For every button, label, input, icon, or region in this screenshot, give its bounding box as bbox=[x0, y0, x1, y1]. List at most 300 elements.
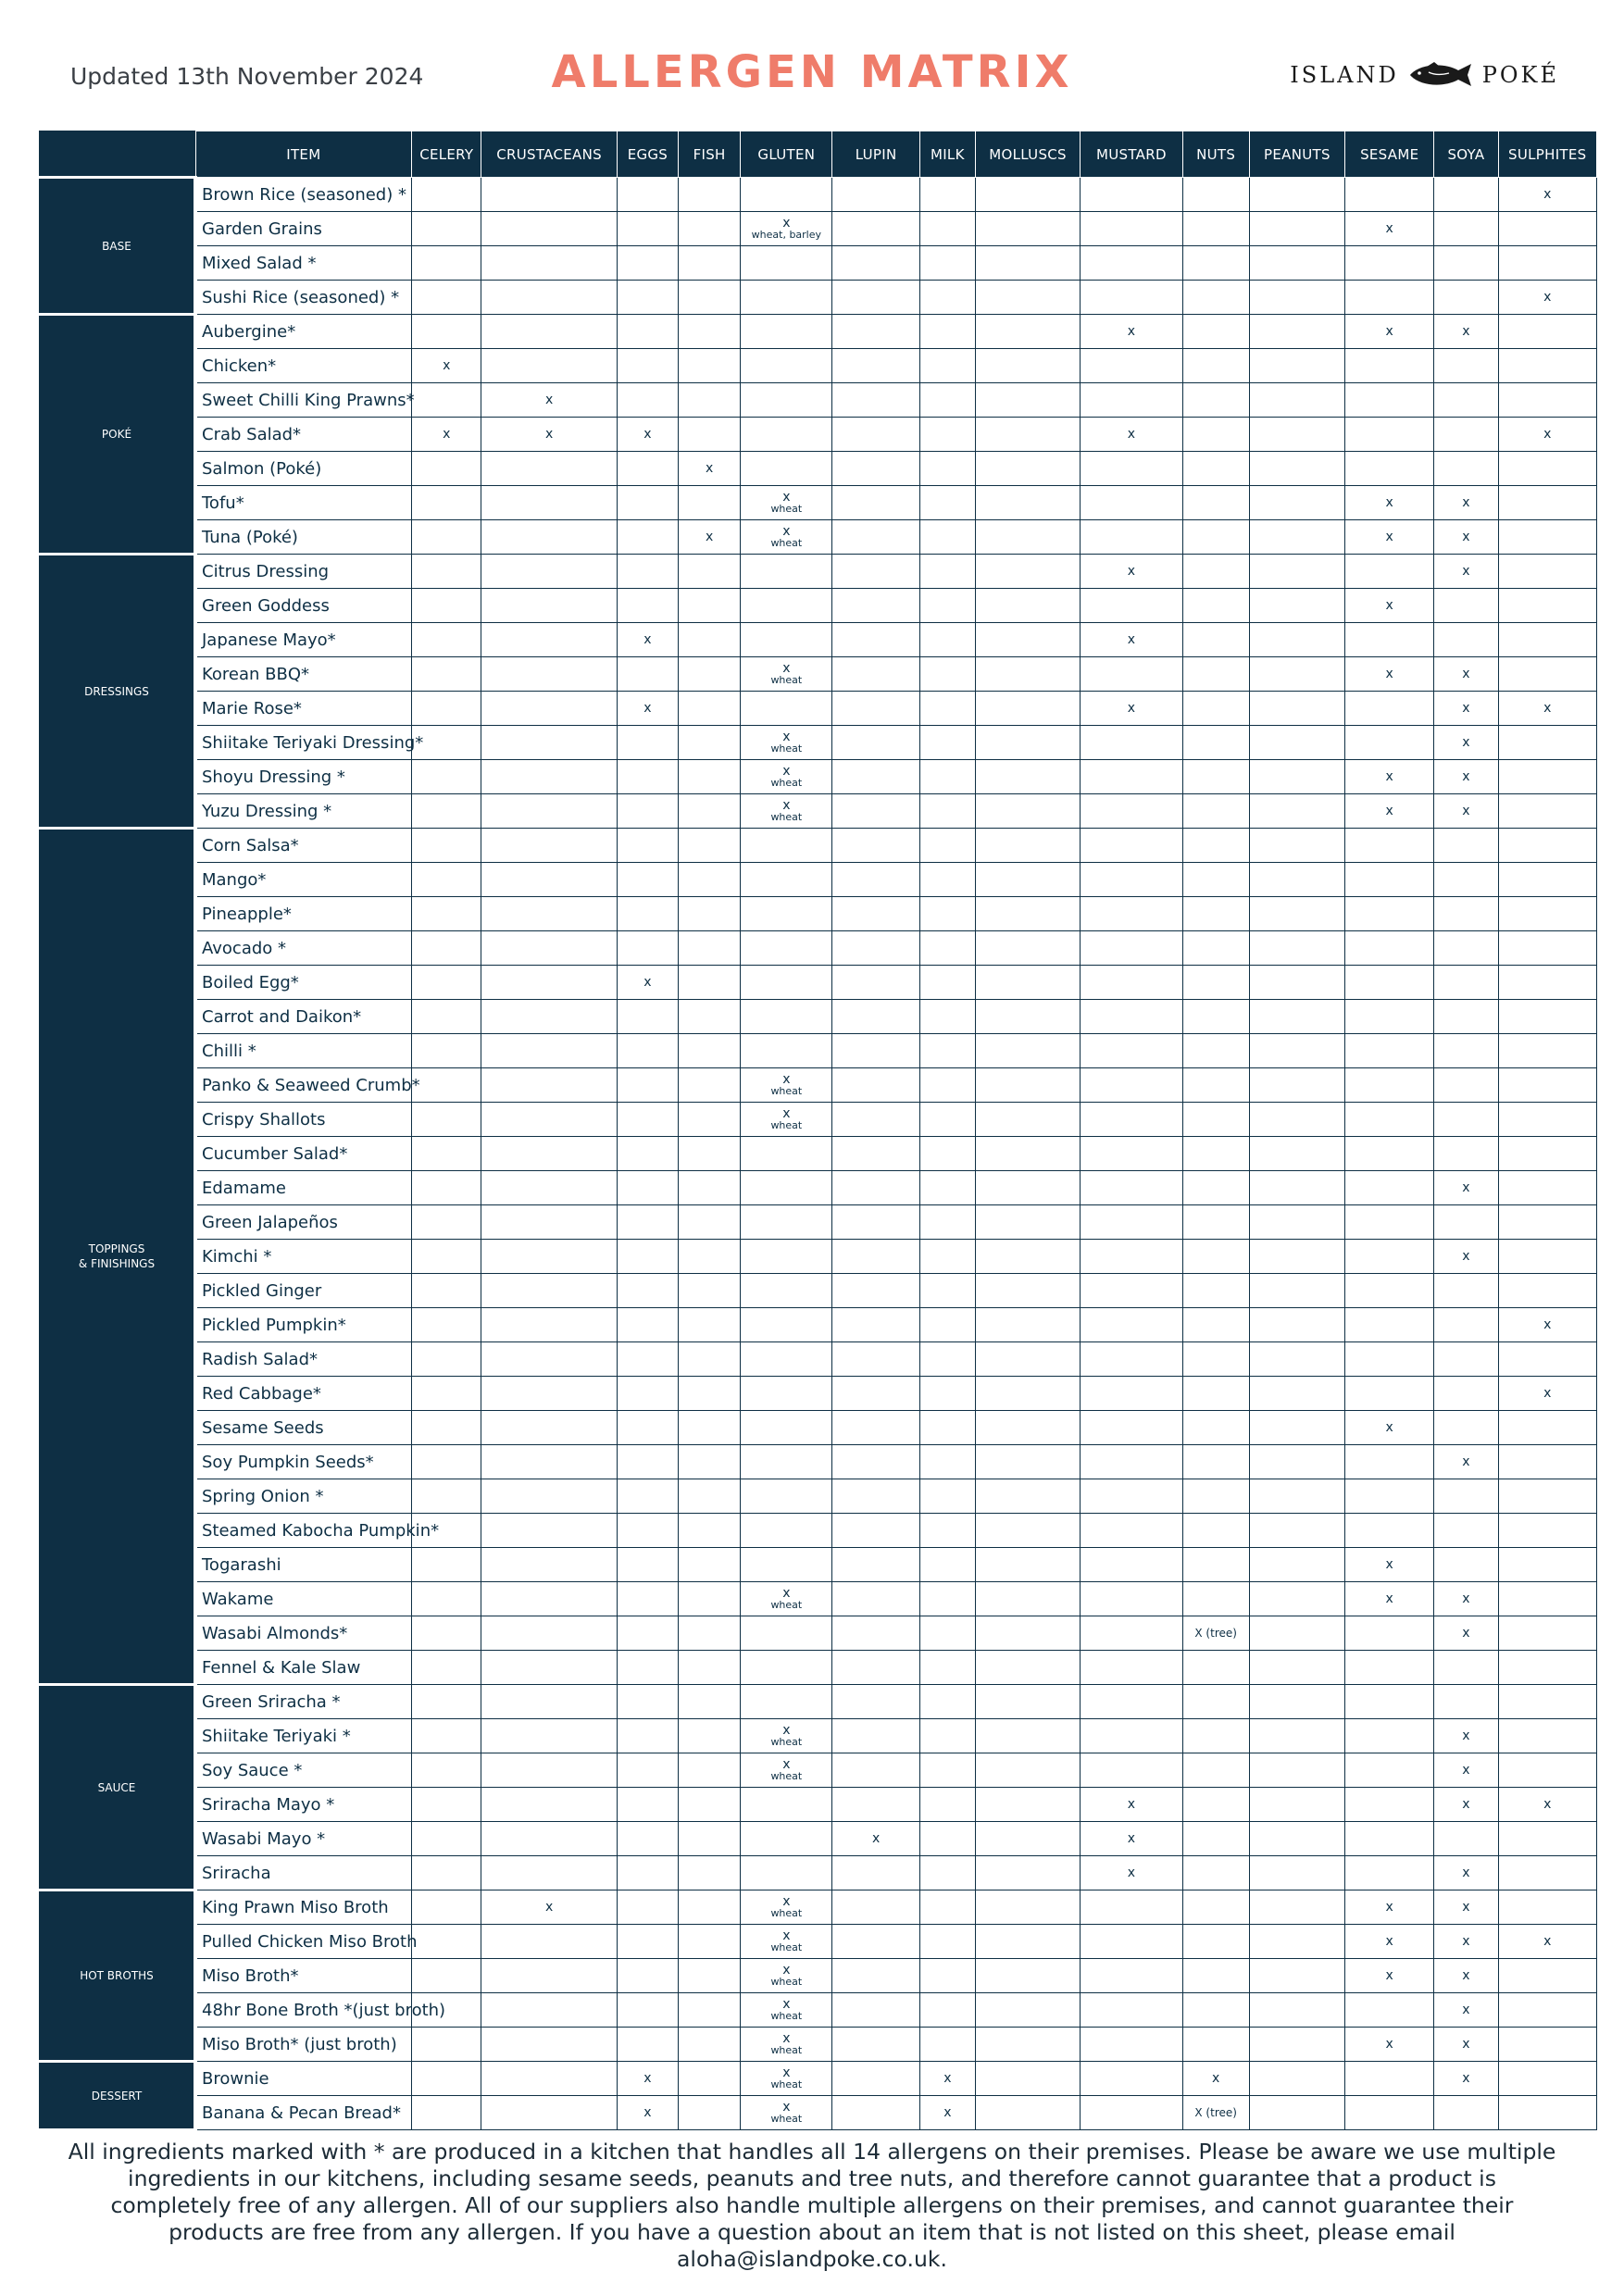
allergen-cell-peanuts bbox=[1249, 2062, 1344, 2096]
table-row bbox=[40, 863, 1597, 897]
allergen-cell-gluten bbox=[741, 452, 832, 486]
allergen-cell-mustard bbox=[1081, 1890, 1182, 1925]
allergen-cell-molluscs bbox=[975, 623, 1080, 657]
allergen-cell-sesame bbox=[1345, 1342, 1434, 1377]
allergen-cell-molluscs bbox=[975, 1479, 1080, 1514]
allergen-cell-sesame bbox=[1345, 1445, 1434, 1479]
allergen-cell-fish bbox=[679, 1034, 741, 1068]
item-name: Tuna (Poké) bbox=[195, 520, 412, 555]
allergen-cell-gluten bbox=[741, 863, 832, 897]
allergen-cell-milk bbox=[919, 1582, 975, 1616]
allergen-cell-nuts bbox=[1182, 281, 1249, 315]
allergen-cell-lupin bbox=[832, 863, 919, 897]
item-name: Salmon (Poké) bbox=[195, 452, 412, 486]
allergen-cell-mustard bbox=[1081, 1548, 1182, 1582]
allergen-cell-sulphites bbox=[1498, 2062, 1596, 2096]
allergen-cell-fish bbox=[679, 760, 741, 794]
allergen-cell-molluscs bbox=[975, 1445, 1080, 1479]
table-row bbox=[40, 726, 1597, 760]
allergen-cell-sulphites bbox=[1498, 863, 1596, 897]
allergen-cell-sesame bbox=[1345, 1137, 1434, 1171]
allergen-cell-peanuts bbox=[1249, 863, 1344, 897]
allergen-cell-peanuts bbox=[1249, 1993, 1344, 2028]
table-row bbox=[40, 452, 1597, 486]
allergen-cell-lupin bbox=[832, 1411, 919, 1445]
allergen-cell-soya bbox=[1434, 931, 1498, 966]
allergen-cell-eggs bbox=[617, 1342, 678, 1377]
allergen-note: wheat bbox=[770, 1118, 803, 1131]
allergen-cell-celery bbox=[412, 1274, 481, 1308]
allergen-mark: x bbox=[643, 974, 652, 990]
allergen-cell-nuts bbox=[1182, 863, 1249, 897]
allergen-cell-mustard bbox=[1081, 1000, 1182, 1034]
table-row bbox=[40, 1616, 1597, 1651]
allergen-cell-soya bbox=[1434, 760, 1498, 794]
category-label: DRESSINGS bbox=[40, 555, 196, 829]
allergen-cell-gluten bbox=[741, 281, 832, 315]
allergen-mark: x bbox=[544, 392, 554, 407]
allergen-mark: x bbox=[1462, 2070, 1470, 2086]
allergen-cell-celery bbox=[412, 1753, 481, 1788]
allergen-mark: x bbox=[1385, 1556, 1393, 1572]
table-row bbox=[40, 1479, 1597, 1514]
allergen-cell-eggs bbox=[617, 1582, 678, 1616]
allergen-cell-nuts bbox=[1182, 1308, 1249, 1342]
allergen-cell-soya bbox=[1434, 1685, 1498, 1719]
allergen-cell-sulphites bbox=[1498, 1582, 1596, 1616]
allergen-cell-lupin bbox=[832, 931, 919, 966]
allergen-cell-milk bbox=[919, 1479, 975, 1514]
allergen-cell-nuts bbox=[1182, 794, 1249, 829]
table-row bbox=[40, 555, 1597, 589]
allergen-cell-sesame bbox=[1345, 1068, 1434, 1103]
table-row bbox=[40, 1274, 1597, 1308]
allergen-cell-gluten bbox=[741, 829, 832, 863]
allergen-cell-soya bbox=[1434, 2062, 1498, 2096]
allergen-mark: x bbox=[782, 1962, 791, 1978]
allergen-cell-crustaceans bbox=[481, 897, 617, 931]
allergen-cell-molluscs bbox=[975, 794, 1080, 829]
allergen-cell-fish bbox=[679, 555, 741, 589]
table-row bbox=[40, 1753, 1597, 1788]
allergen-cell-eggs bbox=[617, 1822, 678, 1856]
allergen-cell-fish bbox=[679, 520, 741, 555]
allergen-note: wheat bbox=[770, 1940, 803, 1953]
allergen-cell-sulphites bbox=[1498, 418, 1596, 452]
allergen-mark: x bbox=[1127, 1830, 1136, 1846]
allergen-cell-lupin bbox=[832, 726, 919, 760]
item-name: Shiitake Teriyaki Dressing* bbox=[195, 726, 412, 760]
allergen-cell-fish bbox=[679, 1925, 741, 1959]
allergen-cell-eggs bbox=[617, 1000, 678, 1034]
allergen-cell-molluscs bbox=[975, 1034, 1080, 1068]
allergen-cell-soya bbox=[1434, 1925, 1498, 1959]
allergen-cell-nuts bbox=[1182, 2062, 1249, 2096]
allergen-cell-celery bbox=[412, 1445, 481, 1479]
allergen-cell-milk bbox=[919, 315, 975, 349]
allergen-mark: x bbox=[643, 426, 652, 442]
allergen-mark: x bbox=[1385, 803, 1393, 818]
allergen-cell-soya bbox=[1434, 178, 1498, 212]
allergen-cell-crustaceans bbox=[481, 1308, 617, 1342]
item-name: Banana & Pecan Bread* bbox=[195, 2096, 412, 2130]
allergen-cell-milk bbox=[919, 1514, 975, 1548]
allergen-cell-gluten bbox=[741, 1308, 832, 1342]
allergen-cell-celery bbox=[412, 1103, 481, 1137]
allergen-mark: x bbox=[1385, 597, 1393, 613]
allergen-cell-sulphites bbox=[1498, 829, 1596, 863]
allergen-cell-nuts bbox=[1182, 1753, 1249, 1788]
allergen-cell-nuts bbox=[1182, 1000, 1249, 1034]
allergen-cell-sulphites bbox=[1498, 1685, 1596, 1719]
allergen-cell-sulphites bbox=[1498, 1205, 1596, 1240]
allergen-cell-nuts bbox=[1182, 726, 1249, 760]
allergen-cell-sulphites bbox=[1498, 1034, 1596, 1068]
allergen-cell-peanuts bbox=[1249, 1548, 1344, 1582]
allergen-cell-molluscs bbox=[975, 931, 1080, 966]
allergen-cell-eggs bbox=[617, 1993, 678, 2028]
item-name: Wasabi Mayo * bbox=[195, 1822, 412, 1856]
allergen-mark: x bbox=[943, 2104, 952, 2120]
allergen-cell-eggs bbox=[617, 794, 678, 829]
allergen-mark: x bbox=[1385, 1419, 1393, 1435]
allergen-cell-sesame bbox=[1345, 2096, 1434, 2130]
allergen-cell-soya bbox=[1434, 418, 1498, 452]
allergen-cell-celery bbox=[412, 212, 481, 246]
allergen-cell-crustaceans bbox=[481, 966, 617, 1000]
allergen-cell-molluscs bbox=[975, 1342, 1080, 1377]
allergen-cell-nuts bbox=[1182, 1034, 1249, 1068]
allergen-note: wheat bbox=[770, 536, 803, 549]
allergen-mark: x bbox=[1385, 1899, 1393, 1915]
allergen-cell-fish bbox=[679, 1788, 741, 1822]
allergen-cell-celery bbox=[412, 931, 481, 966]
allergen-cell-mustard bbox=[1081, 931, 1182, 966]
allergen-cell-fish bbox=[679, 1342, 741, 1377]
allergen-cell-mustard bbox=[1081, 1685, 1182, 1719]
allergen-cell-fish bbox=[679, 1274, 741, 1308]
allergen-cell-soya bbox=[1434, 281, 1498, 315]
allergen-cell-peanuts bbox=[1249, 657, 1344, 692]
allergen-cell-sesame bbox=[1345, 1993, 1434, 2028]
allergen-cell-lupin bbox=[832, 178, 919, 212]
allergen-cell-gluten bbox=[741, 1479, 832, 1514]
allergen-mark: x bbox=[705, 460, 714, 476]
item-name: Radish Salad* bbox=[195, 1342, 412, 1377]
allergen-mark: x bbox=[1127, 426, 1136, 442]
allergen-cell-sesame bbox=[1345, 1274, 1434, 1308]
allergen-cell-eggs bbox=[617, 2028, 678, 2062]
allergen-cell-molluscs bbox=[975, 589, 1080, 623]
allergen-cell-eggs bbox=[617, 829, 678, 863]
allergen-mark: x bbox=[782, 797, 791, 813]
allergen-cell-sulphites bbox=[1498, 1342, 1596, 1377]
allergen-cell-sesame bbox=[1345, 1890, 1434, 1925]
allergen-cell-lupin bbox=[832, 1890, 919, 1925]
allergen-cell-mustard bbox=[1081, 966, 1182, 1000]
allergen-cell-mustard bbox=[1081, 1993, 1182, 2028]
allergen-cell-celery bbox=[412, 1308, 481, 1342]
allergen-cell-eggs bbox=[617, 1137, 678, 1171]
allergen-note: wheat bbox=[770, 2112, 803, 2125]
allergen-cell-gluten bbox=[741, 2096, 832, 2130]
allergen-cell-fish bbox=[679, 2028, 741, 2062]
allergen-cell-crustaceans bbox=[481, 555, 617, 589]
allergen-cell-lupin bbox=[832, 1993, 919, 2028]
table-row bbox=[40, 1240, 1597, 1274]
allergen-cell-gluten bbox=[741, 726, 832, 760]
allergen-cell-soya bbox=[1434, 794, 1498, 829]
allergen-cell-crustaceans bbox=[481, 418, 617, 452]
allergen-cell-fish bbox=[679, 1479, 741, 1514]
allergen-mark: x bbox=[1462, 1796, 1470, 1812]
allergen-mark: x bbox=[782, 660, 791, 676]
page-title: ALLERGEN MATRIX bbox=[551, 46, 1073, 98]
allergen-cell-fish bbox=[679, 726, 741, 760]
allergen-cell-milk bbox=[919, 2028, 975, 2062]
allergen-cell-mustard bbox=[1081, 589, 1182, 623]
allergen-cell-fish bbox=[679, 1856, 741, 1890]
allergen-cell-eggs bbox=[617, 726, 678, 760]
table-row bbox=[40, 657, 1597, 692]
allergen-cell-eggs bbox=[617, 1445, 678, 1479]
allergen-note: wheat bbox=[770, 742, 803, 755]
allergen-mark: X (tree) bbox=[1194, 1626, 1237, 1640]
allergen-cell-sulphites bbox=[1498, 1925, 1596, 1959]
item-name: Pickled Ginger bbox=[195, 1274, 412, 1308]
allergen-cell-mustard bbox=[1081, 1582, 1182, 1616]
allergen-cell-sulphites bbox=[1498, 1479, 1596, 1514]
allergen-cell-eggs bbox=[617, 863, 678, 897]
allergen-mark: x bbox=[1127, 1865, 1136, 1880]
allergen-cell-gluten bbox=[741, 1171, 832, 1205]
updated-date: Updated 13th November 2024 bbox=[70, 63, 424, 90]
item-name: Sriracha bbox=[195, 1856, 412, 1890]
allergen-cell-gluten bbox=[741, 1582, 832, 1616]
allergen-cell-sulphites bbox=[1498, 2096, 1596, 2130]
allergen-cell-peanuts bbox=[1249, 281, 1344, 315]
allergen-cell-nuts bbox=[1182, 1411, 1249, 1445]
allergen-cell-eggs bbox=[617, 1651, 678, 1685]
allergen-cell-gluten bbox=[741, 1959, 832, 1993]
allergen-cell-fish bbox=[679, 1514, 741, 1548]
allergen-cell-fish bbox=[679, 589, 741, 623]
allergen-cell-sulphites bbox=[1498, 1719, 1596, 1753]
allergen-cell-milk bbox=[919, 966, 975, 1000]
allergen-cell-eggs bbox=[617, 1411, 678, 1445]
allergen-cell-nuts bbox=[1182, 1445, 1249, 1479]
allergen-cell-crustaceans bbox=[481, 1479, 617, 1514]
item-name: Steamed Kabocha Pumpkin* bbox=[195, 1514, 412, 1548]
allergen-cell-lupin bbox=[832, 1034, 919, 1068]
matrix-body bbox=[40, 178, 1597, 2130]
allergen-cell-celery bbox=[412, 1788, 481, 1822]
allergen-cell-celery bbox=[412, 1822, 481, 1856]
allergen-cell-mustard bbox=[1081, 281, 1182, 315]
allergen-cell-crustaceans bbox=[481, 1000, 617, 1034]
allergen-cell-molluscs bbox=[975, 1993, 1080, 2028]
allergen-cell-molluscs bbox=[975, 349, 1080, 383]
allergen-mark: x bbox=[544, 1899, 554, 1915]
table-row bbox=[40, 349, 1597, 383]
allergen-cell-peanuts bbox=[1249, 726, 1344, 760]
allergen-cell-mustard bbox=[1081, 2062, 1182, 2096]
table-row bbox=[40, 1034, 1597, 1068]
allergen-cell-fish bbox=[679, 1685, 741, 1719]
allergen-mark: x bbox=[1127, 1796, 1136, 1812]
allergen-cell-soya bbox=[1434, 1342, 1498, 1377]
allergen-mark: x bbox=[782, 523, 791, 539]
allergen-cell-sulphites bbox=[1498, 452, 1596, 486]
table-row bbox=[40, 760, 1597, 794]
allergen-mark: x bbox=[1462, 2036, 1470, 2052]
allergen-cell-soya bbox=[1434, 1788, 1498, 1822]
allergen-cell-soya bbox=[1434, 829, 1498, 863]
allergen-cell-crustaceans bbox=[481, 1411, 617, 1445]
allergen-cell-milk bbox=[919, 349, 975, 383]
allergen-mark: x bbox=[782, 729, 791, 744]
allergen-mark: x bbox=[544, 426, 554, 442]
allergen-cell-sesame bbox=[1345, 1240, 1434, 1274]
allergen-cell-sesame bbox=[1345, 1548, 1434, 1582]
allergen-cell-celery bbox=[412, 315, 481, 349]
allergen-cell-fish bbox=[679, 623, 741, 657]
allergen-cell-soya bbox=[1434, 692, 1498, 726]
allergen-cell-celery bbox=[412, 1068, 481, 1103]
allergen-cell-sulphites bbox=[1498, 383, 1596, 418]
allergen-cell-lupin bbox=[832, 1925, 919, 1959]
allergen-cell-nuts bbox=[1182, 589, 1249, 623]
allergen-cell-celery bbox=[412, 555, 481, 589]
allergen-cell-fish bbox=[679, 1548, 741, 1582]
allergen-cell-eggs bbox=[617, 1377, 678, 1411]
allergen-cell-milk bbox=[919, 931, 975, 966]
allergen-cell-fish bbox=[679, 1103, 741, 1137]
allergen-cell-milk bbox=[919, 1925, 975, 1959]
allergen-cell-peanuts bbox=[1249, 520, 1344, 555]
allergen-cell-sesame bbox=[1345, 246, 1434, 281]
allergen-cell-sesame bbox=[1345, 1959, 1434, 1993]
allergen-mark: x bbox=[1385, 1591, 1393, 1606]
allergen-cell-crustaceans bbox=[481, 1377, 617, 1411]
allergen-mark: x bbox=[1462, 1899, 1470, 1915]
allergen-matrix bbox=[39, 131, 1597, 2131]
allergen-cell-molluscs bbox=[975, 1411, 1080, 1445]
allergen-cell-soya bbox=[1434, 1479, 1498, 1514]
table-row bbox=[40, 1171, 1597, 1205]
allergen-cell-celery bbox=[412, 1548, 481, 1582]
allergen-cell-mustard bbox=[1081, 1034, 1182, 1068]
allergen-cell-gluten bbox=[741, 897, 832, 931]
allergen-cell-sesame bbox=[1345, 692, 1434, 726]
allergen-cell-nuts bbox=[1182, 1651, 1249, 1685]
allergen-cell-crustaceans bbox=[481, 1753, 617, 1788]
allergen-cell-nuts bbox=[1182, 1479, 1249, 1514]
allergen-cell-gluten bbox=[741, 1753, 832, 1788]
column-header-nuts: NUTS bbox=[1182, 131, 1249, 178]
allergen-mark: x bbox=[1543, 186, 1552, 202]
allergen-cell-celery bbox=[412, 2028, 481, 2062]
allergen-cell-gluten bbox=[741, 1342, 832, 1377]
allergen-cell-milk bbox=[919, 1034, 975, 1068]
allergen-cell-lupin bbox=[832, 1171, 919, 1205]
item-name: Wasabi Almonds* bbox=[195, 1616, 412, 1651]
allergen-cell-milk bbox=[919, 589, 975, 623]
allergen-cell-milk bbox=[919, 1274, 975, 1308]
table-row bbox=[40, 1925, 1597, 1959]
allergen-cell-mustard bbox=[1081, 829, 1182, 863]
allergen-cell-lupin bbox=[832, 383, 919, 418]
allergen-cell-sesame bbox=[1345, 1582, 1434, 1616]
allergen-cell-gluten bbox=[741, 692, 832, 726]
allergen-cell-milk bbox=[919, 1205, 975, 1240]
allergen-mark: x bbox=[782, 2099, 791, 2115]
allergen-cell-soya bbox=[1434, 520, 1498, 555]
allergen-cell-nuts bbox=[1182, 452, 1249, 486]
allergen-cell-fish bbox=[679, 829, 741, 863]
allergen-cell-crustaceans bbox=[481, 589, 617, 623]
allergen-cell-fish bbox=[679, 246, 741, 281]
allergen-cell-peanuts bbox=[1249, 760, 1344, 794]
allergen-cell-sulphites bbox=[1498, 1274, 1596, 1308]
table-row bbox=[40, 1137, 1597, 1171]
allergen-cell-fish bbox=[679, 383, 741, 418]
allergen-cell-crustaceans bbox=[481, 486, 617, 520]
allergen-cell-crustaceans bbox=[481, 452, 617, 486]
allergen-cell-celery bbox=[412, 829, 481, 863]
allergen-cell-nuts bbox=[1182, 178, 1249, 212]
allergen-mark: x bbox=[1462, 1591, 1470, 1606]
column-header-peanuts: PEANUTS bbox=[1249, 131, 1344, 178]
allergen-cell-celery bbox=[412, 623, 481, 657]
allergen-cell-nuts bbox=[1182, 1068, 1249, 1103]
table-row bbox=[40, 178, 1597, 212]
allergen-cell-lupin bbox=[832, 315, 919, 349]
allergen-cell-nuts bbox=[1182, 2096, 1249, 2130]
allergen-cell-nuts bbox=[1182, 966, 1249, 1000]
column-header-gluten: GLUTEN bbox=[741, 131, 832, 178]
allergen-cell-gluten bbox=[741, 794, 832, 829]
allergen-cell-gluten bbox=[741, 931, 832, 966]
allergen-cell-soya bbox=[1434, 212, 1498, 246]
allergen-note: wheat bbox=[770, 1769, 803, 1782]
table-row bbox=[40, 212, 1597, 246]
item-name: Crispy Shallots bbox=[195, 1103, 412, 1137]
allergen-note: wheat bbox=[770, 1735, 803, 1748]
allergen-mark: x bbox=[1462, 1728, 1470, 1743]
allergen-mark: x bbox=[1385, 323, 1393, 339]
allergen-cell-eggs bbox=[617, 760, 678, 794]
allergen-cell-sulphites bbox=[1498, 966, 1596, 1000]
allergen-cell-sesame bbox=[1345, 1788, 1434, 1822]
table-row bbox=[40, 1651, 1597, 1685]
allergen-cell-nuts bbox=[1182, 1103, 1249, 1137]
header-row bbox=[40, 131, 1597, 178]
allergen-table bbox=[39, 131, 1597, 2131]
allergen-cell-milk bbox=[919, 452, 975, 486]
item-name: Soy Pumpkin Seeds* bbox=[195, 1445, 412, 1479]
item-name: King Prawn Miso Broth bbox=[195, 1890, 412, 1925]
allergen-mark: x bbox=[782, 1585, 791, 1601]
allergen-cell-sulphites bbox=[1498, 1616, 1596, 1651]
allergen-cell-nuts bbox=[1182, 1514, 1249, 1548]
allergen-cell-eggs bbox=[617, 1890, 678, 1925]
allergen-cell-crustaceans bbox=[481, 623, 617, 657]
allergen-mark: x bbox=[782, 763, 791, 779]
allergen-cell-fish bbox=[679, 1445, 741, 1479]
allergen-mark: x bbox=[782, 2065, 791, 2080]
allergen-cell-milk bbox=[919, 623, 975, 657]
